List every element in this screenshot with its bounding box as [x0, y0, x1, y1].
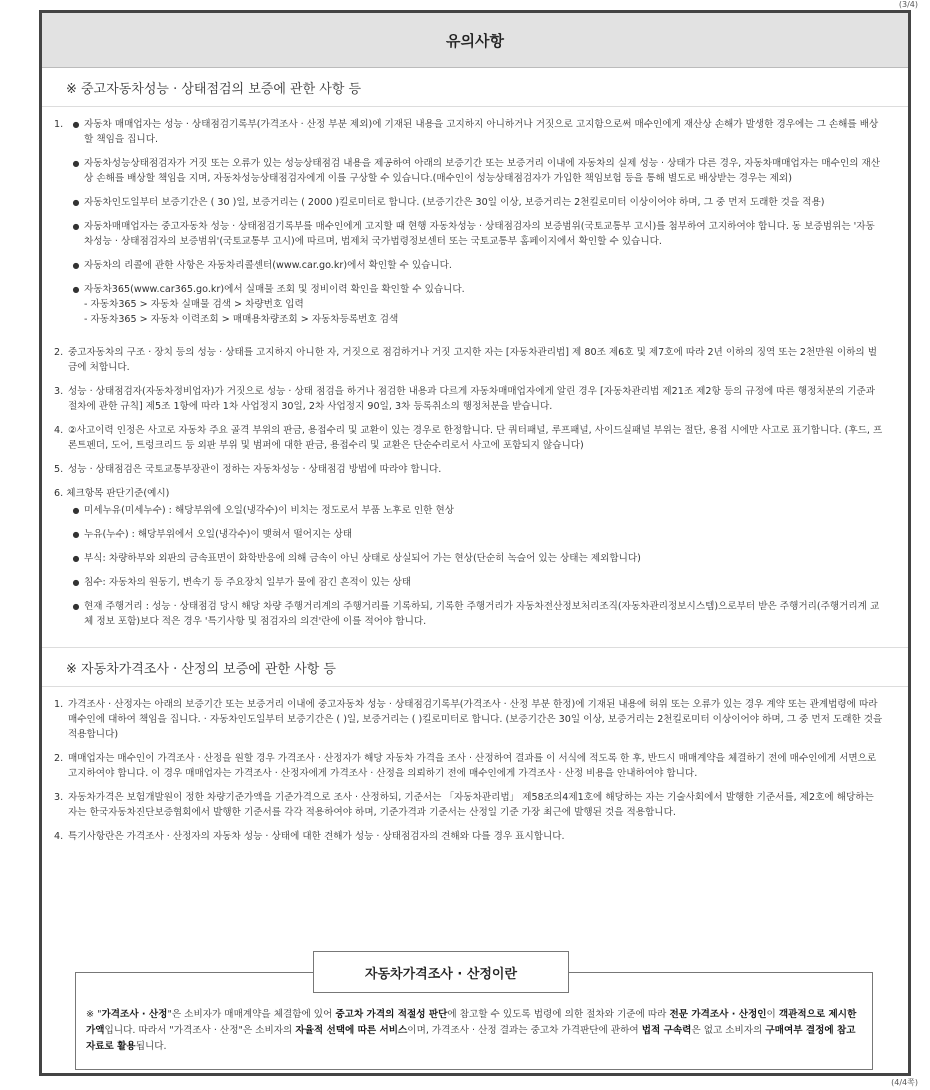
section1-item-6 [54, 486, 884, 629]
car365-path-2: - 자동차365 > 자동차 이력조회 > 매매용차량조회 > 자동차등록번호 검색 [84, 314, 399, 325]
bullet-item: ● 자동차매매업자는 중고자동차 성능 · 상태점검기록부를 매수인에게 고지할 때 현행 자동차성능 · 상태점검자의 보증범위(국토교통부 고시)를 첨부하여 고지하여야 합니다. 동 보증범위는 '자동차성능 · 상태점검자의 보증범위'(국토교통부 고시)에 따르며, 법제처 국가법령정보센터 또는 국토교통부 홈페이지에서 확인할 수 있습니다. [68, 219, 884, 249]
bullet-item: ● 현재 주행거리 : 성능 · 상태점검 당시 해당 차량 주행거리계의 주행거리를 기록하되, 기록한 주행거리가 자동차전산정보처리조직(자동차관리정보시스템)으로부터 받은 주행거리(주행거리계 교체 정보 포함)보다 적은 경우 '특기사항 및 점검자의 의견'란에 이를 적어야 합니다. [68, 599, 884, 629]
section1-item-4: 4. ②사고이력 인정은 사고로 자동차 주요 골격 부위의 판금, 용접수리 및 교환이 있는 경우로 한정합니다. 단 쿼터패널, 루프패널, 사이드실패널 부위는 절단, 용접 시에만 사고로 표기합니다. (후드, 프론트펜더, 도어, 트렁크리드 등 외판 부위 및 범퍼에 대한 판금, 용접수리 및 교환은 단순수리로서 사고에 포함되지 않습니다) [54, 425, 883, 451]
page-title: 유의사항 [42, 13, 908, 68]
section1-body [42, 107, 908, 629]
bullet-icon: ● [72, 602, 80, 611]
section1-item-5: 5. 성능 · 상태점검은 국토교통부장관이 정하는 자동차성능 · 상태점검 방법에 따라야 합니다. [54, 464, 442, 475]
bullet-icon: ● [72, 285, 80, 294]
section1-item-3: 3. 성능 · 상태점검자(자동차정비업자)가 거짓으로 성능 · 상태 점검을 하거나 점검한 내용과 다르게 자동차매매업자에게 알린 경우 [자동차관리법 제21조 제2항 등의 규정에 따른 행정처분의 기준과 절차에 관한 규칙] 제5조 1항에 따라 1차 사업정지 30일, 2차 사업정지 90일, 3차 등록취소의 행정처분을 받습니다. [54, 386, 876, 412]
item-number: 1. [54, 119, 64, 130]
bullet-icon: ● [72, 159, 80, 168]
bullet-item: ● 침수: 자동차의 원동기, 변속기 등 주요장치 일부가 물에 잠긴 흔적이 있는 상태 [68, 575, 884, 590]
page-indicator-bottom: (4/4쪽) [891, 1078, 918, 1087]
section2-heading: ※ 자동차가격조사 · 산정의 보증에 관한 사항 등 [42, 647, 908, 687]
bullet-icon: ● [72, 261, 80, 270]
bullet-icon: ● [72, 530, 80, 539]
bullet-icon: ● [72, 506, 80, 515]
notice-frame [39, 10, 911, 1076]
section2-item-2: 2. 매매업자는 매수인이 가격조사 · 산정을 원할 경우 가격조사 · 산정자가 해당 자동차 가격을 조사 · 산정하여 결과를 이 서식에 적도록 한 후, 반드시 매매계약을 체결하기 전에 매수인에게 서면으로 고지하여야 합니다. 이 경우 매매업자는 가격조사 · 산정자에게 가격조사 · 산정을 의뢰하기 전에 매수인에게 가격조사 · 산정 비용을 안내하여야 합니다. [54, 753, 877, 779]
bullet-icon: ● [72, 198, 80, 207]
definition-box [75, 951, 873, 1051]
bullet-item: ● 자동차365(www.car365.go.kr)에서 실매물 조회 및 정비이력 확인을 확인할 수 있습니다. - 자동차365 > 자동차 실매물 검색 > 차량번호 입력 - 자동차365 > 자동차 이력조회 > 매매용차량조회 > 자동차등록번호 검색 [68, 282, 884, 327]
section2-item-4: 4. 특기사항란은 가격조사 · 산정자의 자동차 성능 · 상태에 대한 견해가 성능 · 상태점검자의 견해와 다를 경우 표시합니다. [54, 831, 565, 842]
item6-title: 6. 체크항목 판단기준(예시) [54, 488, 170, 499]
bullet-item: ● 미세누유(미세누수) : 해당부위에 오일(냉각수)이 비치는 정도로서 부품 노후로 인한 현상 [68, 503, 884, 518]
section1-item-2: 2. 중고자동차의 구조 · 장치 등의 성능 · 상태를 고지하지 아니한 자, 거짓으로 점검하거나 거짓 고지한 자는 [자동차관리법] 제 80조 제6호 및 제7호에 따라 2년 이하의 징역 또는 2천만원 이하의 벌금에 처합니다. [54, 347, 877, 373]
bullet-item: ● 자동차 매매업자는 성능 · 상태점검기록부(가격조사 · 산정 부분 제외)에 기재된 내용을 고지하지 아니하거나 거짓으로 고지함으로써 매수인에게 재산상 손해가 발생한 경우에는 그 손해를 배상할 책임을 집니다. [68, 117, 884, 147]
section2-body [42, 687, 908, 844]
section2-item-3: 3. 자동차가격은 보험개발원이 정한 차량기준가액을 기준가격으로 조사 · 산정하되, 기준서는 「자동차관리법」 제58조의4제1호에 해당하는 자는 기술사회에서 발행한 기준서를, 제2호에 해당하는 자는 한국자동차진단보증협회에서 발행한 기준서를 각각 적용하여야 하며, 기준가격과 기준서는 산정일 기준 가장 최근에 발행된 것을 적용합니다. [54, 792, 874, 818]
bullet-item: ● 자동차성능상태점검자가 거짓 또는 오류가 있는 성능상태점검 내용을 제공하여 아래의 보증기간 또는 보증거리 이내에 자동차의 실제 성능 · 상태가 다른 경우, 자동차매매업자는 매수인의 재산상 손해를 배상할 책임을 지며, 자동차성능상태점검자에게 이를 구상할 수 있습니다.(매수인이 성능상태점검자가 가입한 책임보험 등을 통해 별도로 배상받는 경우는 제외) [68, 156, 884, 186]
definition-box-title: 자동차가격조사 · 산정이란 [313, 951, 569, 993]
definition-text: ※ "가격조사 · 산정"은 소비자가 매매계약을 체결함에 있어 중고차 가격의 적절성 판단에 참고할 수 있도록 법령에 의한 절차와 기준에 따라 전문 가격조사 · 산정인이 객관적으로 제시한 가액입니다. 따라서 "가격조사 · 산정"은 소비자의 자율적 선택에 따른 서비스이며, 가격조사 · 산정 결과는 중고차 가격판단에 관하여 법적 구속력은 없고 소비자의 구매여부 결정에 참고자료로 활용됩니다. [75, 972, 873, 1070]
bullet-icon: ● [72, 222, 80, 231]
bullet-item: ● 자동차인도일부터 보증기간은 ( 30 )일, 보증거리는 ( 2000 )킬로미터로 합니다. (보증기간은 30일 이상, 보증거리는 2천킬로미터 이상이어야 하며, 그 중 먼저 도래한 것을 적용) [68, 195, 884, 210]
car365-path-1: - 자동차365 > 자동차 실매물 검색 > 차량번호 입력 [84, 299, 304, 310]
bullet-icon: ● [72, 554, 80, 563]
section2-item-1: 1. 가격조사 · 산정자는 아래의 보증기간 또는 보증거리 이내에 중고자동차 성능 · 상태점검기록부(가격조사 · 산정 부분 한정)에 기재된 내용에 허위 또는 오류가 있는 경우 계약 또는 관계법령에 따라 매수인에 대하여 책임을 집니다. · 자동차인도일부터 보증기간은 ( )일, 보증거리는 ( )킬로미터로 합니다. (보증기간은 30일 이상, 보증거리는 2천킬로미터 이상이어야 하며, 그 중 먼저 도래한 것을 적용합니다) [54, 699, 883, 740]
bullet-item: ● 부식: 차량하부와 외판의 금속표면이 화학반응에 의해 금속이 아닌 상태로 상실되어 가는 현상(단순히 녹슬어 있는 상태는 제외합니다) [68, 551, 884, 566]
bullet-item: ● 누유(누수) : 해당부위에서 오일(냉각수)이 맺혀서 떨어지는 상태 [68, 527, 884, 542]
bullet-icon: ● [72, 120, 80, 129]
section1-item-1 [54, 117, 884, 336]
section1-heading: ※ 중고자동차성능 · 상태점검의 보증에 관한 사항 등 [42, 68, 908, 107]
bullet-item: ● 자동차의 리콜에 관한 사항은 자동차리콜센터(www.car.go.kr)에서 확인할 수 있습니다. [68, 258, 884, 273]
bullet-icon: ● [72, 578, 80, 587]
page-indicator-top: (3/4) [898, 0, 918, 9]
